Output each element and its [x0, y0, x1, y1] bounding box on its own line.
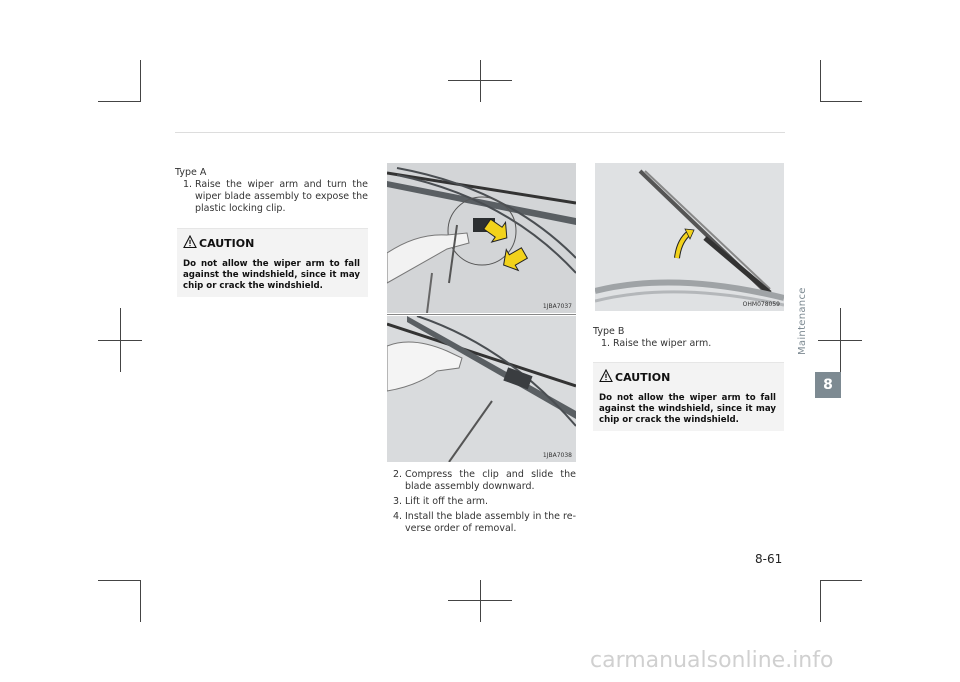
caution-title: CAUTION — [615, 371, 671, 384]
left-column — [175, 167, 368, 215]
figure-1jba7037 — [387, 163, 576, 313]
step-text: Install the blade assembly in the re-verse order of removal. — [405, 511, 577, 534]
warning-icon — [183, 235, 197, 249]
type-a-heading: Type A — [175, 167, 207, 178]
middle-steps — [385, 469, 576, 535]
step-3 — [385, 496, 576, 508]
warning-icon — [599, 369, 613, 383]
caution-box-left — [177, 228, 368, 297]
step-1-type-a — [175, 179, 368, 215]
step-number: 1. — [601, 338, 611, 349]
step-text: Raise the wiper arm. — [613, 338, 712, 349]
step-text: Raise the wiper arm and turn the wiper blade assembly to expose the plastic locking clip. — [195, 179, 368, 214]
caution-box-right — [593, 362, 784, 431]
figure-1jba7038 — [387, 316, 576, 462]
caution-body: Do not allow the wiper arm to fall against the windshield, since it may chip or crack the windshield. — [183, 259, 360, 291]
figure-ohm078059 — [595, 163, 784, 311]
figure-code: OHM078059 — [742, 301, 780, 308]
figure-code: 1JBA7037 — [542, 303, 572, 310]
wiper-clip-illustration — [387, 163, 576, 313]
step-text: Lift it off the arm. — [405, 496, 489, 507]
caution-title: CAUTION — [199, 237, 255, 250]
type-b-heading: Type B — [593, 326, 625, 337]
step-4 — [385, 511, 576, 535]
wiper-raised-illustration — [595, 163, 784, 311]
page-number: 8-61 — [755, 552, 783, 566]
caution-body: Do not allow the wiper arm to fall against the windshield, since it may chip or crack the windshield. — [599, 393, 776, 425]
step-number: 2. — [393, 469, 403, 480]
watermark: carmanualsonline.info — [590, 648, 834, 673]
step-1-type-b — [593, 338, 786, 350]
step-text: Compress the clip and slide the blade assembly downward. — [405, 469, 576, 492]
section-number-tab: 8 — [815, 372, 841, 398]
step-2 — [385, 469, 576, 493]
wiper-removal-illustration — [387, 316, 576, 462]
step-number: 3. — [393, 496, 403, 507]
step-number: 1. — [183, 179, 193, 190]
figure-divider — [387, 314, 576, 315]
step-number: 4. — [393, 511, 403, 522]
section-label: Maintenance — [797, 287, 808, 355]
figure-code: 1JBA7038 — [542, 452, 572, 459]
right-column — [593, 326, 786, 350]
